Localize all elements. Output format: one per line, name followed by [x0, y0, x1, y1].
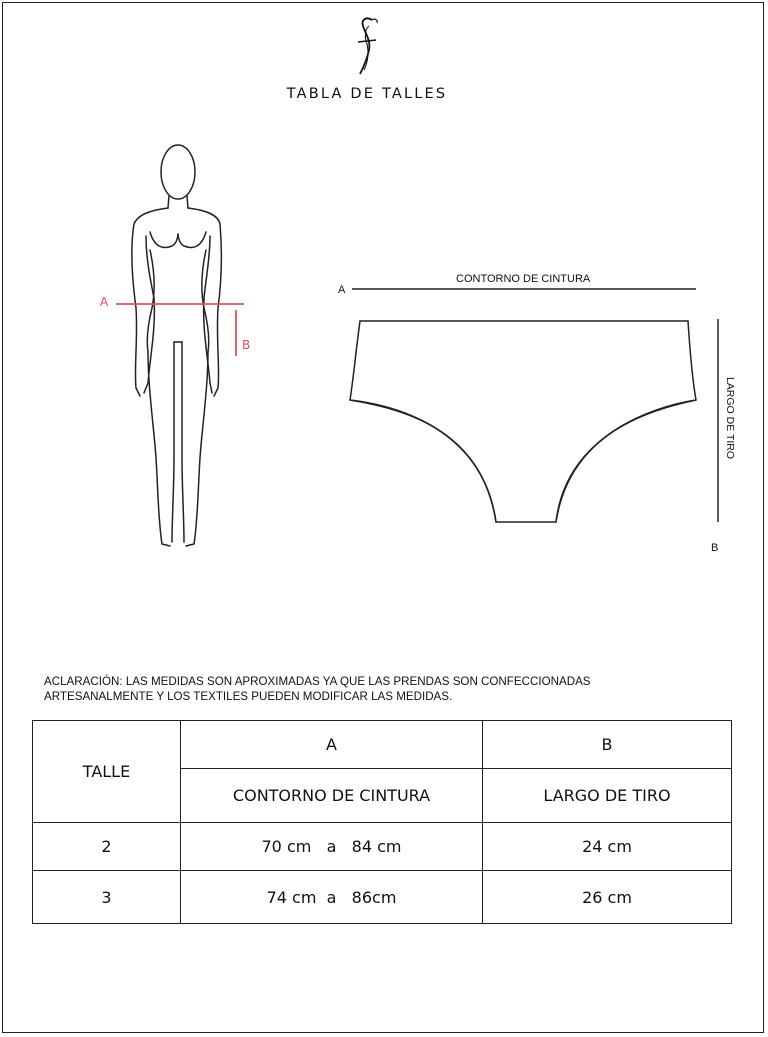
brand-logo — [352, 14, 382, 76]
row-waist: 74 cm a 86cm — [181, 871, 483, 924]
figure-label-b: B — [242, 338, 251, 352]
row-waist: 70 cm a 84 cm — [181, 823, 483, 871]
figure-label-a: A — [100, 295, 109, 309]
disclaimer-line-1: ACLARACIÓN: LAS MEDIDAS SON APROXIMADAS YA QUE LAS PRENDAS SON CONFECCIONADAS — [44, 675, 591, 688]
row-size: 3 — [33, 871, 181, 924]
row-size: 2 — [33, 823, 181, 871]
disclaimer-line-2: ARTESANALMENTE Y LOS TEXTILES PUEDEN MODIFICAR LAS MEDIDAS. — [44, 690, 453, 703]
body-figure-illustration — [92, 138, 292, 558]
disclaimer-note — [44, 674, 684, 704]
header-col-a-sub: CONTORNO DE CINTURA — [181, 769, 483, 823]
row-rise: 24 cm — [483, 823, 732, 871]
garment-label-a: A — [338, 284, 346, 296]
header-col-b-sub: LARGO DE TIRO — [483, 769, 732, 823]
size-table — [32, 720, 732, 924]
row-rise: 26 cm — [483, 871, 732, 924]
header-talle: TALLE — [33, 721, 181, 823]
header-col-a: A — [181, 721, 483, 769]
garment-waist-label: CONTORNO DE CINTURA — [456, 273, 591, 285]
garment-rise-label: LARGO DE TIRO — [724, 376, 736, 460]
briefs-illustration — [330, 262, 750, 562]
table-row — [33, 823, 732, 871]
table-header-row — [33, 721, 732, 769]
table-row — [33, 871, 732, 924]
header-col-b: B — [483, 721, 732, 769]
page-title: TABLA DE TALLES — [286, 86, 448, 102]
garment-label-b: B — [711, 542, 719, 554]
